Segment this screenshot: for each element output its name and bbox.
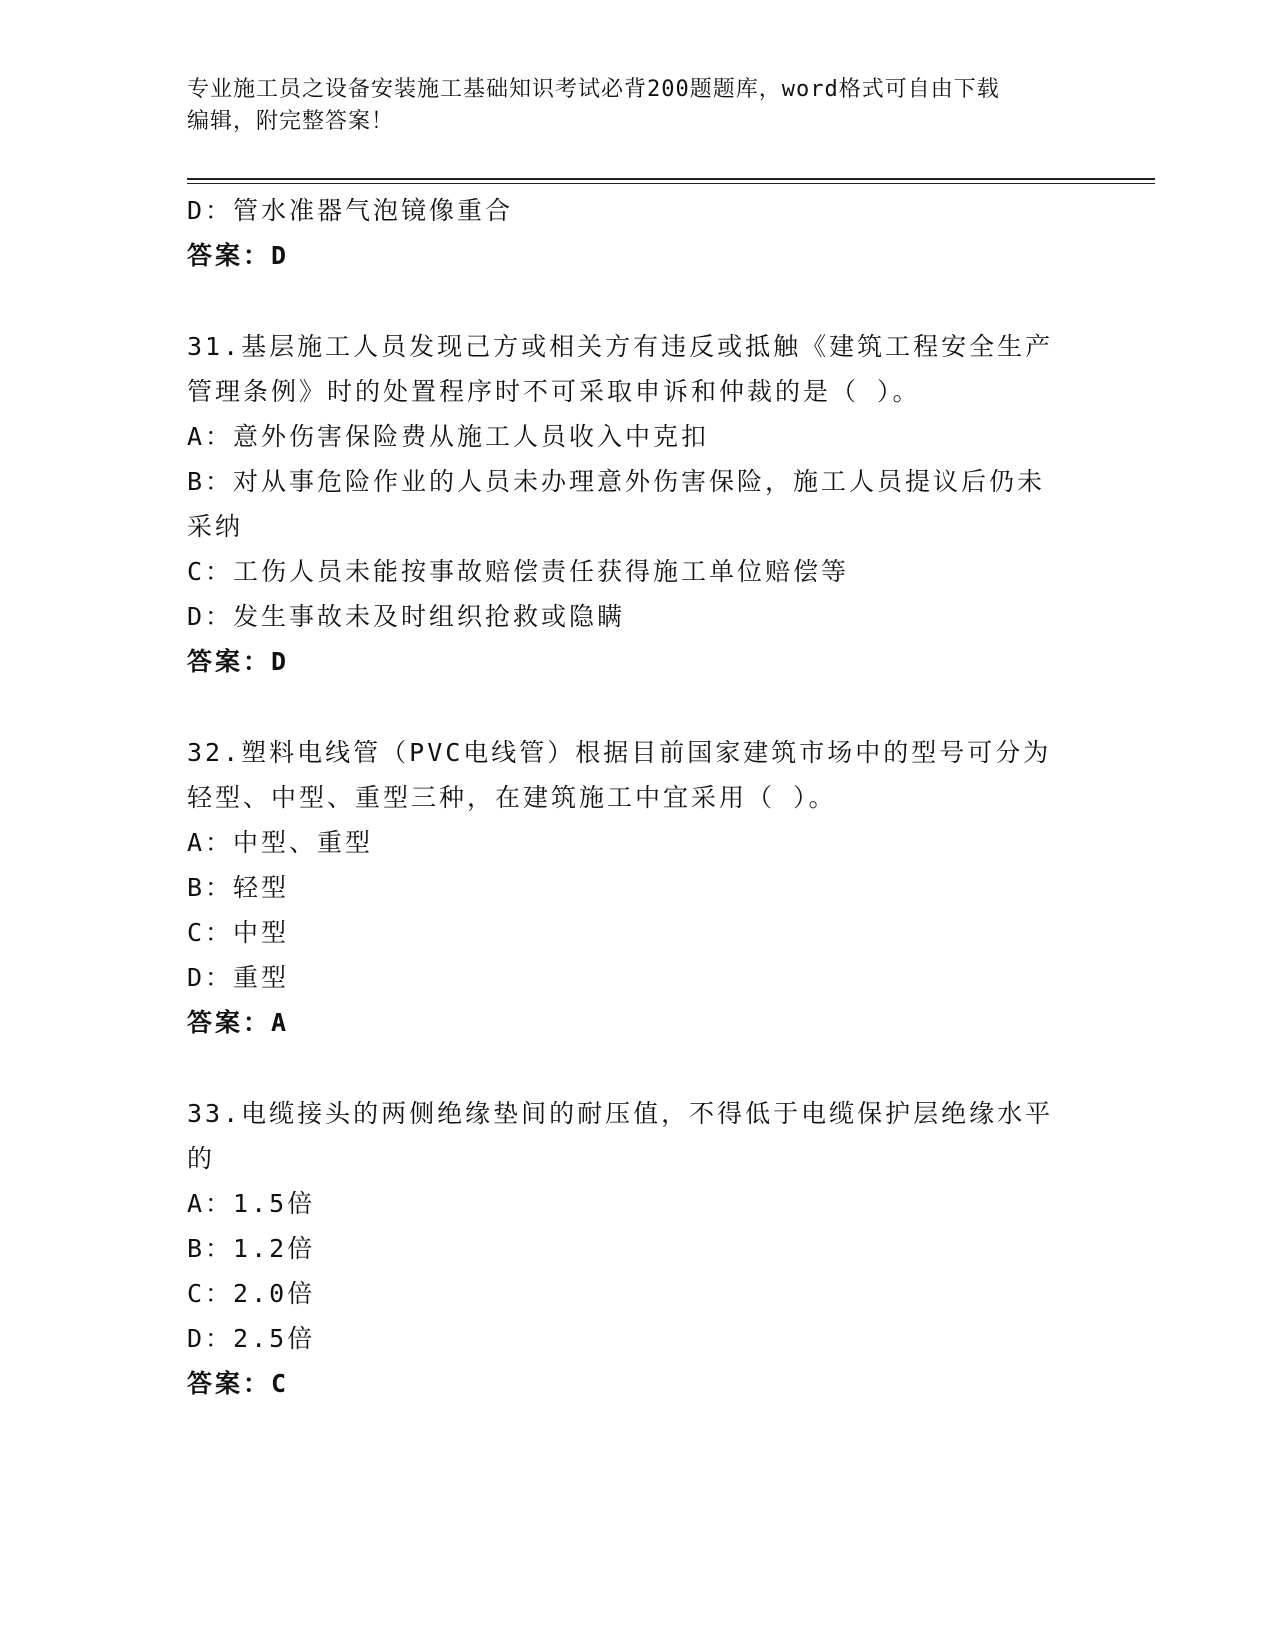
option-a: A：中型、重型: [187, 828, 374, 857]
answer: 答案：D: [187, 241, 290, 270]
option-b-line-1: B：对从事危险作业的人员未办理意外伤害保险，施工人员提议后仍未: [187, 467, 1046, 496]
option-d: D：发生事故未及时组织抢救或隐瞒: [187, 602, 626, 631]
question-stem-line-2: 轻型、中型、重型三种，在建筑施工中宜采用（ ）。: [187, 783, 837, 812]
option-d: D：管水准器气泡镜像重合: [187, 196, 514, 225]
option-b: B：轻型: [187, 873, 290, 902]
document-header: [187, 74, 1087, 138]
option-a: A：1.5倍: [187, 1189, 316, 1218]
question-33: [187, 1091, 1067, 1406]
option-a: A：意外伤害保险费从施工人员收入中克扣: [187, 422, 710, 451]
question-stem-line-1: 31.基层施工人员发现己方或相关方有违反或抵触《建筑工程安全生产: [187, 332, 1054, 361]
spacer: [187, 684, 1087, 730]
document-body: [187, 188, 1087, 1406]
question-stem-line-2: 的: [187, 1144, 216, 1173]
header-title-line-2: 编辑，附完整答案！: [187, 109, 395, 134]
answer: 答案：C: [187, 1369, 290, 1398]
header-divider-thick: [187, 178, 1155, 180]
option-b-line-2: 采纳: [187, 512, 244, 541]
option-c: C：中型: [187, 918, 290, 947]
question-stem-line-2: 管理条例》时的处置程序时不可采取申诉和仲裁的是（ ）。: [187, 377, 921, 406]
header-title-line-1: 专业施工员之设备安装施工基础知识考试必背200题题库，word格式可自由下载: [187, 77, 1000, 102]
option-b: B：1.2倍: [187, 1234, 316, 1263]
option-c: C：2.0倍: [187, 1279, 316, 1308]
previous-question-tail: [187, 188, 1087, 278]
option-d: D：重型: [187, 963, 290, 992]
question-stem-line-1: 32.塑料电线管（PVC电线管）根据目前国家建筑市场中的型号可分为: [187, 738, 1052, 767]
question-stem-line-1: 33.电缆接头的两侧绝缘垫间的耐压值，不得低于电缆保护层绝缘水平: [187, 1099, 1054, 1128]
answer: 答案：D: [187, 647, 290, 676]
option-d: D：2.5倍: [187, 1324, 316, 1353]
question-31: [187, 324, 1067, 684]
header-divider-thin: [187, 183, 1155, 184]
answer: 答案：A: [187, 1008, 290, 1037]
spacer: [187, 278, 1087, 324]
question-32: [187, 730, 1067, 1045]
option-c: C：工伤人员未能按事故赔偿责任获得施工单位赔偿等: [187, 557, 850, 586]
spacer: [187, 1045, 1087, 1091]
